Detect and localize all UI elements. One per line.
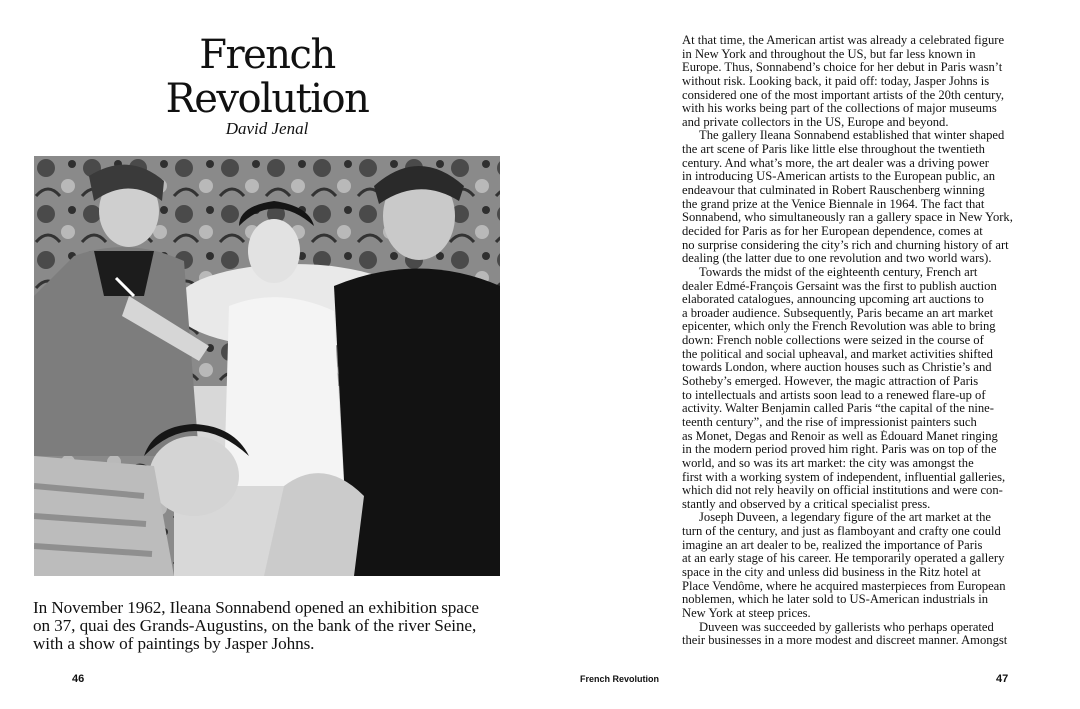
photo-illustration <box>34 156 500 576</box>
body-text-line: decided for Paris as for her European dependence, comes at <box>682 224 983 238</box>
body-text-line: Europe. Thus, Sonnabend’s choice for her debut in Paris wasn’t <box>682 61 1003 75</box>
body-text-line: Duveen was succeeded by gallerists who perhaps operated <box>699 620 994 634</box>
lede-paragraph <box>33 599 503 653</box>
body-text-line: their businesses in a more modest and discreet manner. Amongst <box>682 634 1008 648</box>
body-text-line: to intellectuals and artists soon lead to a renewed flare-up of <box>682 388 986 402</box>
body-text-line: New York at steep prices. <box>682 606 811 620</box>
body-text-line: the grand prize at the Venice Biennale in 1964. The fact that <box>682 197 985 211</box>
body-text-line: without risk. Looking back, it paid off: today, Jasper Johns is <box>682 74 990 88</box>
body-text-line: in New York and throughout the US, but far less known in <box>682 47 976 61</box>
body-text-line: epicenter, which only the French Revolution was able to bring <box>682 320 996 334</box>
body-text-line: at an early stage of his career. He temporarily operated a gallery <box>682 552 1005 566</box>
body-text-line: The gallery Ileana Sonnabend established that winter shaped <box>699 129 1005 143</box>
lede-line: on 37, quai des Grands-Augustins, on the bank of the river Seine, <box>33 616 477 635</box>
body-text-line: which did not rely heavily on official institutions and were con- <box>682 484 1003 498</box>
black-and-white-group-photo <box>34 156 500 576</box>
body-text-line: Sotheby’s emerged. However, the magic attraction of Paris <box>682 375 979 389</box>
lede-line: with a show of paintings by Jasper Johns. <box>33 634 315 653</box>
body-text-line: world, and so was its art market: the city was amongst the <box>682 456 974 470</box>
body-text-line: towards London, where auction houses such as Christie’s and <box>682 361 992 375</box>
article-title-line-2: Revolution <box>165 76 369 122</box>
body-text-line: and private collectors in the US, Europe and beyond. <box>682 115 949 129</box>
body-text-line: considered one of the most important artists of the 20th century, <box>682 88 1004 102</box>
running-head: French Revolution <box>580 674 660 684</box>
body-text-line: imagine an art dealer to be, realized the importance of Paris <box>682 538 983 552</box>
body-text-line: Joseph Duveen, a legendary figure of the art market at the <box>699 511 991 525</box>
body-text-line: a broader audience. Subsequently, Paris became an art market <box>682 306 994 320</box>
page-number-right: 47 <box>996 673 1009 685</box>
body-text-line: dealer Edmé-François Gersaint was the first to publish auction <box>682 279 997 293</box>
body-text-line: down: French noble collections were seized in the course of <box>682 334 984 348</box>
body-text-line: activity. Walter Benjamin called Paris “the capital of the nine- <box>682 402 994 416</box>
body-text-line: noblemen, which he later sold to US-American industrials in <box>682 593 989 607</box>
body-text-line: stantly and observed by a critical specialist press. <box>682 497 931 511</box>
body-text-column <box>682 34 1042 648</box>
body-text-line: Sonnabend, who simultaneously ran a gallery space in New York, <box>682 211 1013 225</box>
body-text-line: century. And what’s more, the art dealer was a driving power <box>682 156 989 170</box>
body-text-line: elaborated catalogues, announcing upcoming art auctions to <box>682 293 984 307</box>
body-text-line: the art scene of Paris like little else throughout the twentieth <box>682 143 985 157</box>
body-text-line: first with a working system of independent, influential galleries, <box>682 470 1006 484</box>
page-number-left: 46 <box>72 673 85 685</box>
body-text-line: in the modern period proved him right. Paris was on top of the <box>682 443 997 457</box>
body-text-line: dealing (the latter due to one revolution and two world wars). <box>682 252 992 266</box>
body-text-line: Towards the midst of the eighteenth century, French art <box>699 265 978 279</box>
article-title-line-1: French <box>199 32 335 78</box>
lede-line: In November 1962, Ileana Sonnabend opened an exhibition space <box>33 598 479 617</box>
body-text-line: endeavour that culminated in Robert Rauschenberg winning <box>682 184 985 198</box>
body-text-line: At that time, the American artist was already a celebrated figure <box>682 34 1005 47</box>
author-byline: David Jenal <box>225 119 309 138</box>
body-text-line: teenth century”, and the rise of impressionist painters such <box>682 415 977 429</box>
body-text-line: as Monet, Degas and Renoir as well as Édouard Manet ringing <box>682 429 998 443</box>
body-text-line: turn of the century, and just as flamboyant and crafty one could <box>682 525 1001 539</box>
body-text-line: the political and social upheaval, and market activities shifted <box>682 347 993 361</box>
body-text-line: Place Vendôme, where he acquired masterpieces from European <box>682 579 1006 593</box>
body-text-line: no surprise considering the city’s rich and churning history of art <box>682 238 1009 252</box>
body-text-line: space in the city and unless did business in the Ritz hotel at <box>682 565 981 579</box>
body-text-line: in introducing US-American artists to the European public, an <box>682 170 996 184</box>
body-text-line: with his works being part of the collections of major museums <box>682 102 997 116</box>
